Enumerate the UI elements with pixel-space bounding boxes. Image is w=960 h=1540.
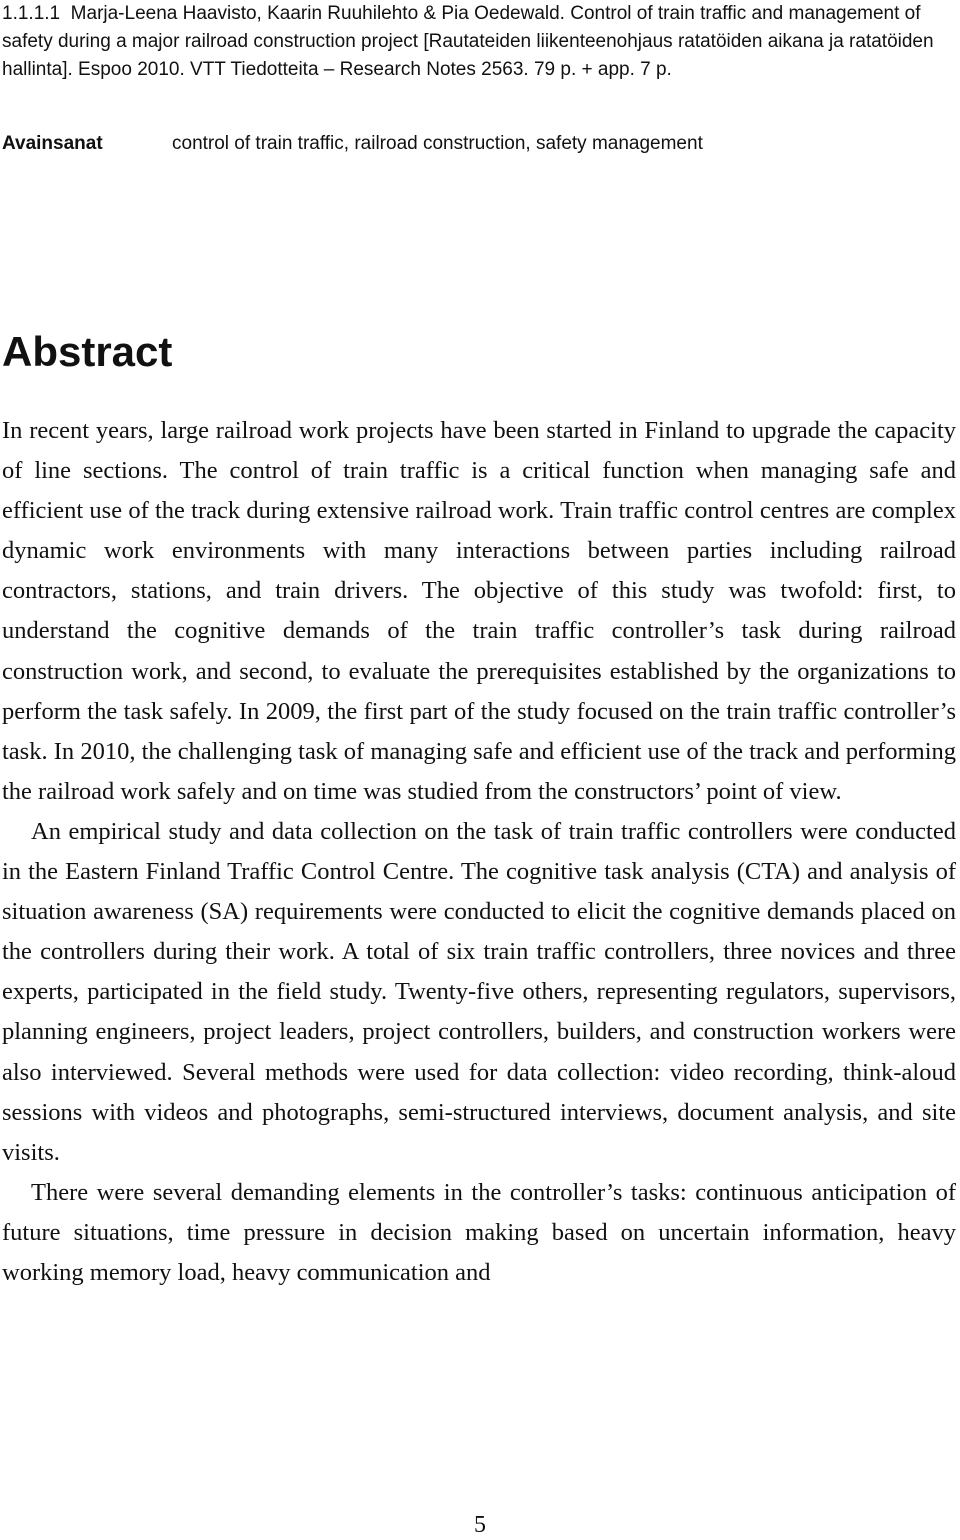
page-number: 5 [474,1512,486,1538]
keywords-label: Avainsanat [2,133,103,154]
abstract-heading: Abstract [2,328,173,375]
citation-text: Marja-Leena Haavisto, Kaarin Ruuhilehto & Pia Oedewald. Control of train traffic and management of safety during a major railroad construction project [Rautateiden liikenteenohjaus ratatöiden aikana ja ratatöiden hallinta]. Espoo 2010. VTT Tiedotteita – Research Notes 2563. 79 p. + app. 7 p. [2,3,934,80]
abstract-paragraph: An empirical study and data collection on the task of train traffic controllers were conducted in the Eastern Finland Traffic Control Centre. The cognitive task analysis (CTA) and analysis of situation awareness (SA) requirements were conducted to elicit the cognitive demands placed on the controllers during their work. A total of six train traffic controllers, three novices and three experts, participated in the field study. Twenty-five others, representing regulators, supervisors, planning engineers, project leaders, project controllers, builders, and construction workers were also interviewed. Several methods were used for data collection: video recording, think-aloud sessions with videos and photographs, semi-structured interviews, document analysis, and site visits. [2,817,956,1166]
keywords-text: control of train traffic, railroad construction, safety management [172,133,703,154]
citation-block [2,0,952,84]
abstract-paragraph: There were several demanding elements in the controller’s tasks: continuous anticipation of future situations, time pressure in decision making based on uncertain information, heavy working memory load, heavy communication and [2,1178,956,1286]
abstract-paragraph: In recent years, large railroad work projects have been started in Finland to upgrade the capacity of line sections. The control of train traffic is a critical function when managing safe and efficient use of the track during extensive railroad work. Train traffic control centres are complex dynamic work environments with many interactions between parties including railroad contractors, stations, and train drivers. The objective of this study was twofold: first, to understand the cognitive demands of the train traffic controller’s task during railroad construction work, and second, to evaluate the prerequisites established by the organizations to perform the task safely. In 2009, the first part of the study focused on the train traffic controller’s task. In 2010, the challenging task of managing safe and efficient use of the track and performing the railroad work safely and on time was studied from the constructors’ point of view. [2,417,956,805]
keywords-row [2,130,952,158]
abstract-body [2,411,956,1293]
citation-number: 1.1.1.1 [2,3,61,24]
